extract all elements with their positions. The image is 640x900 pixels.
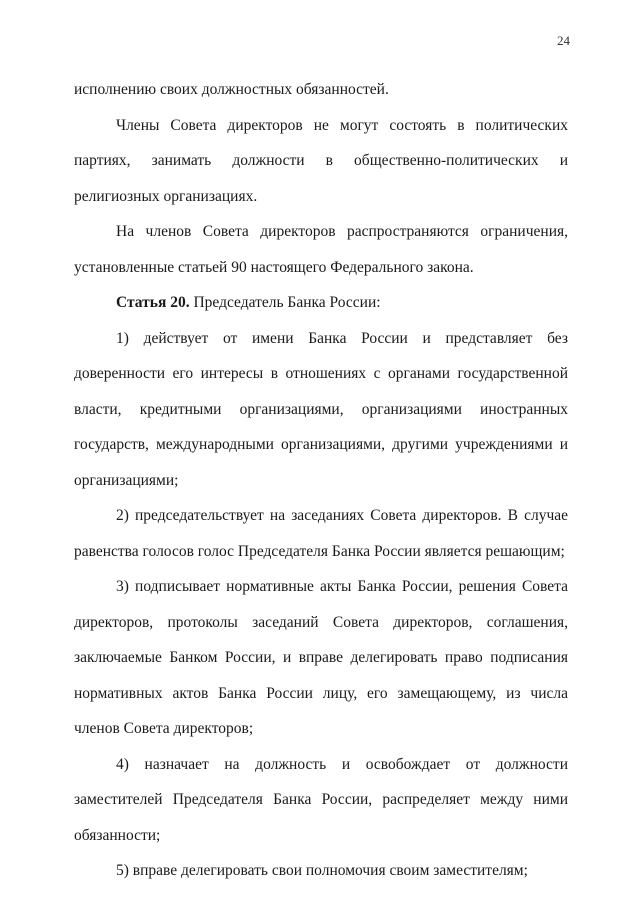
list-item-2: 2) председательствует на заседаниях Совета директоров. В случае равенства голосов голос Председателя Банка России является решающим;: [74, 507, 568, 560]
paragraph-limitations: На членов Совета директоров распространяются ограничения, установленные статьей 90 настоящего Федерального закона.: [74, 223, 568, 276]
article-number: Статья 20.: [116, 294, 190, 311]
list-item-5: 5) вправе делегировать свои полномочия своим заместителям;: [116, 862, 528, 879]
article-heading: [74, 285, 568, 321]
list-item-4: 4) назначает на должность и освобождает от должности заместителей Председателя Банка России, распределяет между ними обязанности;: [74, 755, 568, 844]
paragraph-directors-restriction: Члены Совета директоров не могут состоять в политических партиях, занимать должности в общественно-политических и религиозных организациях.: [74, 116, 568, 205]
page-number: 24: [557, 33, 570, 48]
article-title: Председатель Банка России:: [189, 294, 381, 311]
paragraph-continuation: исполнению своих должностных обязанностей.: [74, 81, 389, 98]
list-item-3: 3) подписывает нормативные акты Банка России, решения Совета директоров, протоколы заседаний Совета директоров, соглашения, заключаемые Банком России, и вправе делегировать право подписания нормативных актов Банка России лицу, его замещающему, из числа членов Совета директоров;: [74, 578, 568, 737]
document-body: [74, 72, 568, 889]
list-item-1: 1) действует от имени Банка России и представляет без доверенности его интересы в отношениях с органами государственной власти, кредитными организациями, организациями иностранных государств, международными организациями, другими учреждениями и организациями;: [74, 329, 568, 489]
